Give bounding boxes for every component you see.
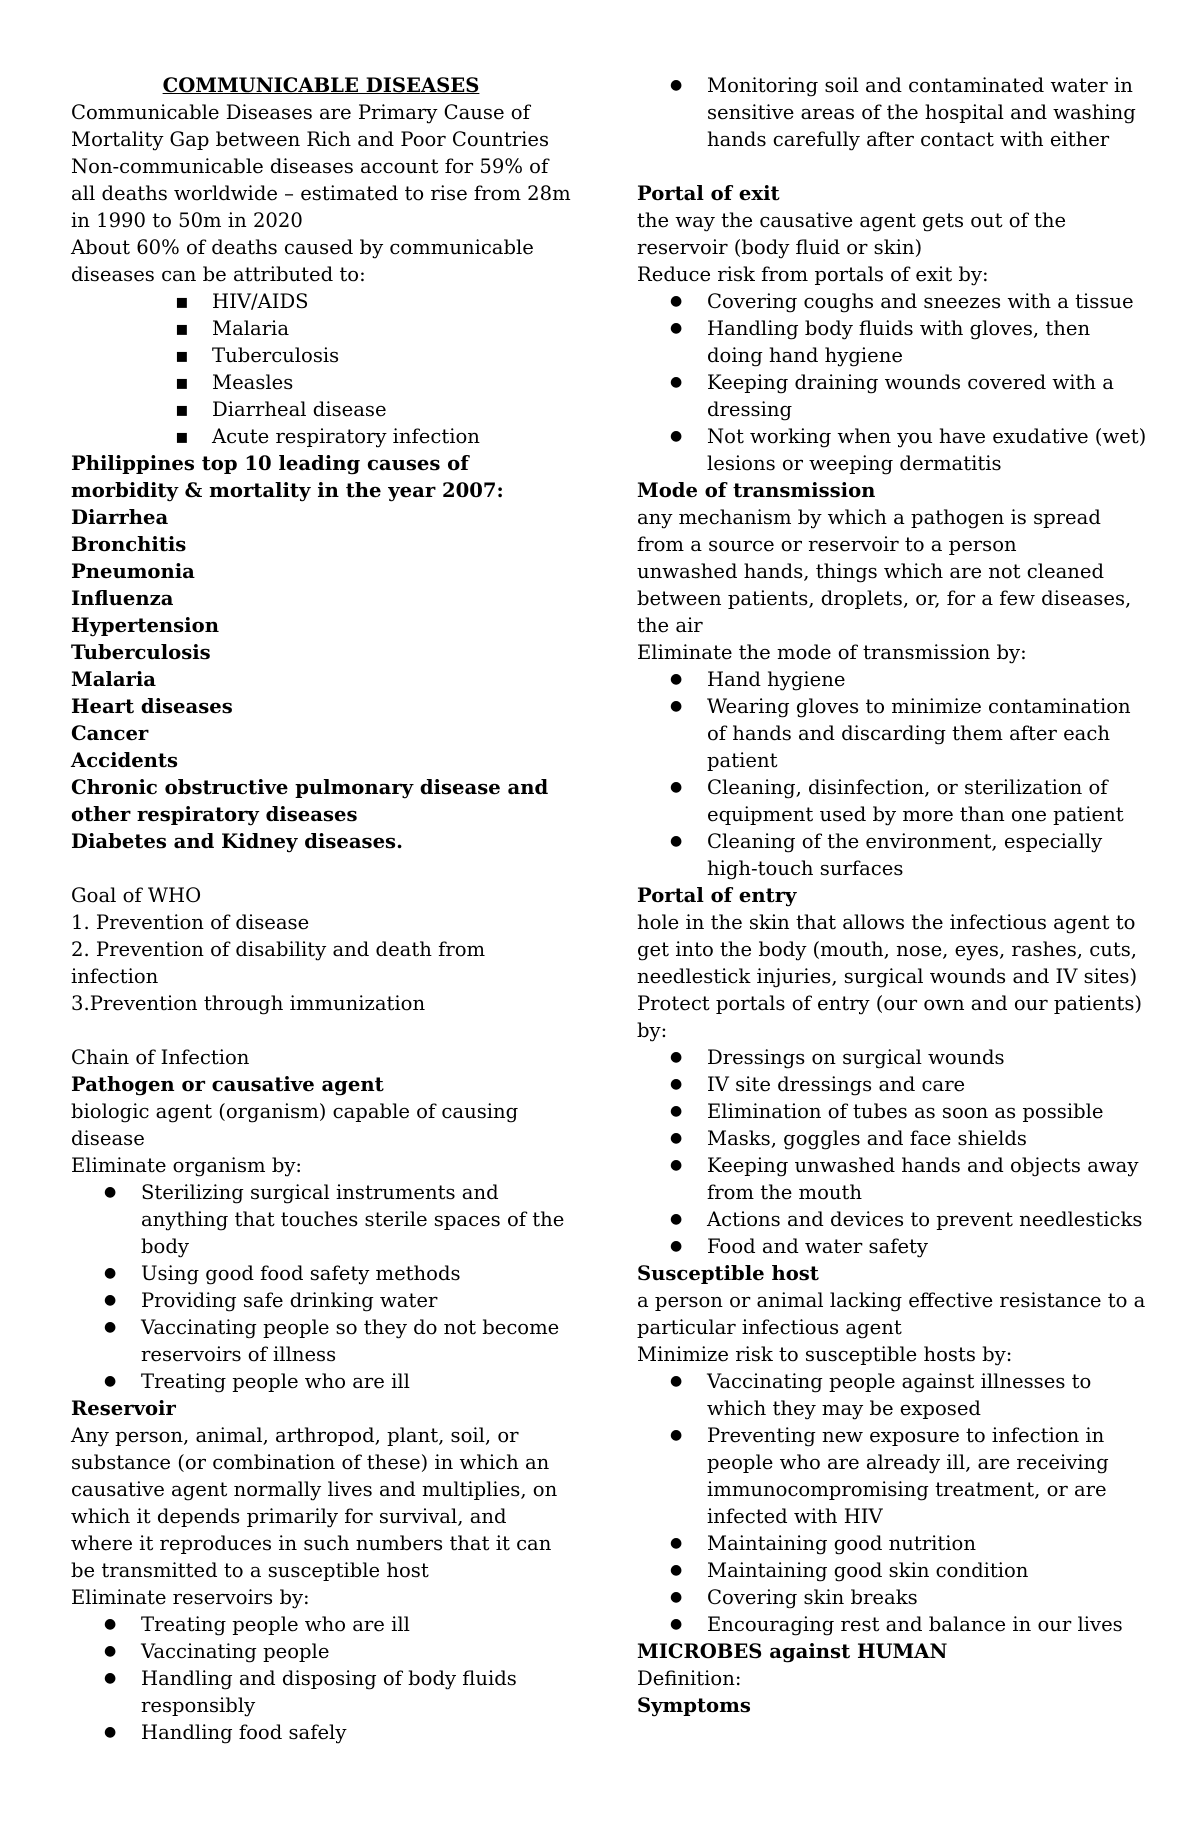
- intro-paragraph-1: Communicable Diseases are Primary Cause of Mortality Gap between Rich and Poor Countries: [71, 101, 550, 151]
- ph-cause: Tuberculosis: [71, 641, 211, 664]
- reservoir-heading: Reservoir: [71, 1397, 176, 1420]
- list-item: ● Handling and disposing of body fluids responsibly: [71, 1665, 571, 1719]
- list-item: ● Monitoring soil and contaminated water in sensitive areas of the hospital and washing hands carefully after contact with either: [637, 72, 1147, 153]
- list-item: ● Handling food safely: [71, 1719, 571, 1746]
- susceptible-host-definition: a person or animal lacking effective resistance to a particular infectious agent: [637, 1289, 1146, 1339]
- list-item: ▪ HIV/AIDS: [71, 288, 571, 315]
- list-item: ● Cleaning, disinfection, or sterilization of equipment used by more than one patient: [637, 774, 1147, 828]
- list-item: ● Vaccinating people: [71, 1638, 571, 1665]
- ph-cause: Cancer: [71, 722, 149, 745]
- who-goal: 2. Prevention of disability and death from infection: [71, 938, 486, 988]
- list-item: ▪ Tuberculosis: [71, 342, 571, 369]
- portal-exit-heading: Portal of exit: [637, 182, 780, 205]
- ph-cause: Diarrhea: [71, 506, 169, 529]
- who-heading: Goal of WHO: [71, 884, 202, 907]
- left-column: [71, 72, 571, 1746]
- mode-transmission-list: [637, 666, 1147, 882]
- list-item: ● Maintaining good nutrition: [637, 1530, 1147, 1557]
- list-item: ● Treating people who are ill: [71, 1611, 571, 1638]
- list-item: ● Preventing new exposure to infection in people who are already ill, are receiving immunocompromising treatment, or are infected with HIV: [637, 1422, 1147, 1530]
- list-item: ● Not working when you have exudative (wet) lesions or weeping dermatitis: [637, 423, 1147, 477]
- list-item: ● Wearing gloves to minimize contamination of hands and discarding them after each patient: [637, 693, 1147, 774]
- reservoir-definition: Any person, animal, arthropod, plant, soil, or substance (or combination of these) in which an causative agent normally lives and multiplies, on which it depends primarily for survival, and where it reproduces in such numbers that it can be transmitted to a susceptible host: [71, 1424, 558, 1582]
- list-item: ● Covering coughs and sneezes with a tissue: [637, 288, 1147, 315]
- mode-transmission-definition: any mechanism by which a pathogen is spread from a source or reservoir to a person: [637, 506, 1101, 556]
- list-item: ● Handling body fluids with gloves, then doing hand hygiene: [637, 315, 1147, 369]
- list-item: ● Maintaining good skin condition: [637, 1557, 1147, 1584]
- list-item: ● Treating people who are ill: [71, 1368, 571, 1395]
- list-item: ▪ Acute respiratory infection: [71, 423, 571, 450]
- mode-transmission-heading: Mode of transmission: [637, 479, 876, 502]
- list-item: ● IV site dressings and care: [637, 1071, 1147, 1098]
- ph-cause: Heart diseases: [71, 695, 233, 718]
- microbes-heading: MICROBES against HUMAN: [637, 1640, 948, 1663]
- list-item: ● Providing safe drinking water: [71, 1287, 571, 1314]
- list-item: ● Keeping unwashed hands and objects away from the mouth: [637, 1152, 1147, 1206]
- portal-exit-list: [637, 288, 1147, 477]
- pathogen-heading: Pathogen or causative agent: [71, 1073, 384, 1096]
- ph-cause: Diabetes and Kidney diseases.: [71, 830, 403, 853]
- list-item: ● Actions and devices to prevent needlesticks: [637, 1206, 1147, 1233]
- list-item: ● Vaccinating people so they do not become reservoirs of illness: [71, 1314, 571, 1368]
- mode-transmission-eliminate: Eliminate the mode of transmission by:: [637, 641, 1027, 664]
- list-item: ● Elimination of tubes as soon as possible: [637, 1098, 1147, 1125]
- pathogen-eliminate: Eliminate organism by:: [71, 1154, 303, 1177]
- list-item: ▪ Measles: [71, 369, 571, 396]
- portal-entry-protect: Protect portals of entry (our own and our patients) by:: [637, 992, 1143, 1042]
- right-column: [637, 72, 1147, 1719]
- ph-causes-heading: Philippines top 10 leading causes of morbidity & mortality in the year 2007:: [71, 452, 504, 502]
- list-item: ● Cleaning of the environment, especially high-touch surfaces: [637, 828, 1147, 882]
- susceptible-host-minimize: Minimize risk to susceptible hosts by:: [637, 1343, 1013, 1366]
- spacer: [71, 855, 571, 882]
- reservoir-eliminate: Eliminate reservoirs by:: [71, 1586, 310, 1609]
- ph-cause: Influenza: [71, 587, 174, 610]
- reservoir-list-continued: [637, 72, 1147, 153]
- portal-entry-heading: Portal of entry: [637, 884, 797, 907]
- pathogen-definition: biologic agent (organism) capable of causing disease: [71, 1100, 519, 1150]
- list-item: ● Vaccinating people against illnesses to which they may be exposed: [637, 1368, 1147, 1422]
- page-title: COMMUNICABLE DISEASES: [162, 74, 480, 97]
- portal-entry-list: [637, 1044, 1147, 1260]
- list-item: ● Hand hygiene: [637, 666, 1147, 693]
- list-item: ● Covering skin breaks: [637, 1584, 1147, 1611]
- symptoms-label: Symptoms: [637, 1694, 751, 1717]
- list-item: ▪ Diarrheal disease: [71, 396, 571, 423]
- who-goal: 3.Prevention through immunization: [71, 992, 426, 1015]
- ph-cause: Bronchitis: [71, 533, 187, 556]
- definition-label: Definition:: [637, 1667, 742, 1690]
- spacer: [637, 153, 1147, 180]
- susceptible-host-list: [637, 1368, 1147, 1638]
- ph-cause: Chronic obstructive pulmonary disease and other respiratory diseases: [71, 776, 549, 826]
- chain-heading: Chain of Infection: [71, 1046, 250, 1069]
- ph-cause: Pneumonia: [71, 560, 195, 583]
- list-item: ▪ Malaria: [71, 315, 571, 342]
- who-goal: 1. Prevention of disease: [71, 911, 310, 934]
- intro-paragraph-2: Non-communicable diseases account for 59% of all deaths worldwide – estimated to rise from 28m in 1990 to 50m in 2020: [71, 155, 571, 232]
- list-item: ● Using good food safety methods: [71, 1260, 571, 1287]
- portal-exit-definition: the way the causative agent gets out of the reservoir (body fluid or skin): [637, 209, 1067, 259]
- list-item: ● Encouraging rest and balance in our lives: [637, 1611, 1147, 1638]
- list-item: ● Dressings on surgical wounds: [637, 1044, 1147, 1071]
- list-item: ● Masks, goggles and face shields: [637, 1125, 1147, 1152]
- ph-cause: Malaria: [71, 668, 156, 691]
- ph-cause: Accidents: [71, 749, 179, 772]
- pathogen-list: [71, 1179, 571, 1395]
- spacer: [71, 1017, 571, 1044]
- portal-exit-reduce: Reduce risk from portals of exit by:: [637, 263, 989, 286]
- susceptible-host-heading: Susceptible host: [637, 1262, 819, 1285]
- reservoir-list: [71, 1611, 571, 1746]
- disease-list: [71, 288, 571, 450]
- ph-cause: Hypertension: [71, 614, 219, 637]
- portal-entry-definition: hole in the skin that allows the infectious agent to get into the body (mouth, nose, eyes, rashes, cuts, needlestick injuries, surgical wounds and IV sites): [637, 911, 1138, 988]
- list-item: ● Keeping draining wounds covered with a dressing: [637, 369, 1147, 423]
- list-item: ● Food and water safety: [637, 1233, 1147, 1260]
- mode-transmission-examples: unwashed hands, things which are not cleaned between patients, droplets, or, for a few diseases, the air: [637, 560, 1132, 637]
- list-item: ● Sterilizing surgical instruments and anything that touches sterile spaces of the body: [71, 1179, 571, 1260]
- intro-paragraph-3: About 60% of deaths caused by communicable diseases can be attributed to:: [71, 236, 534, 286]
